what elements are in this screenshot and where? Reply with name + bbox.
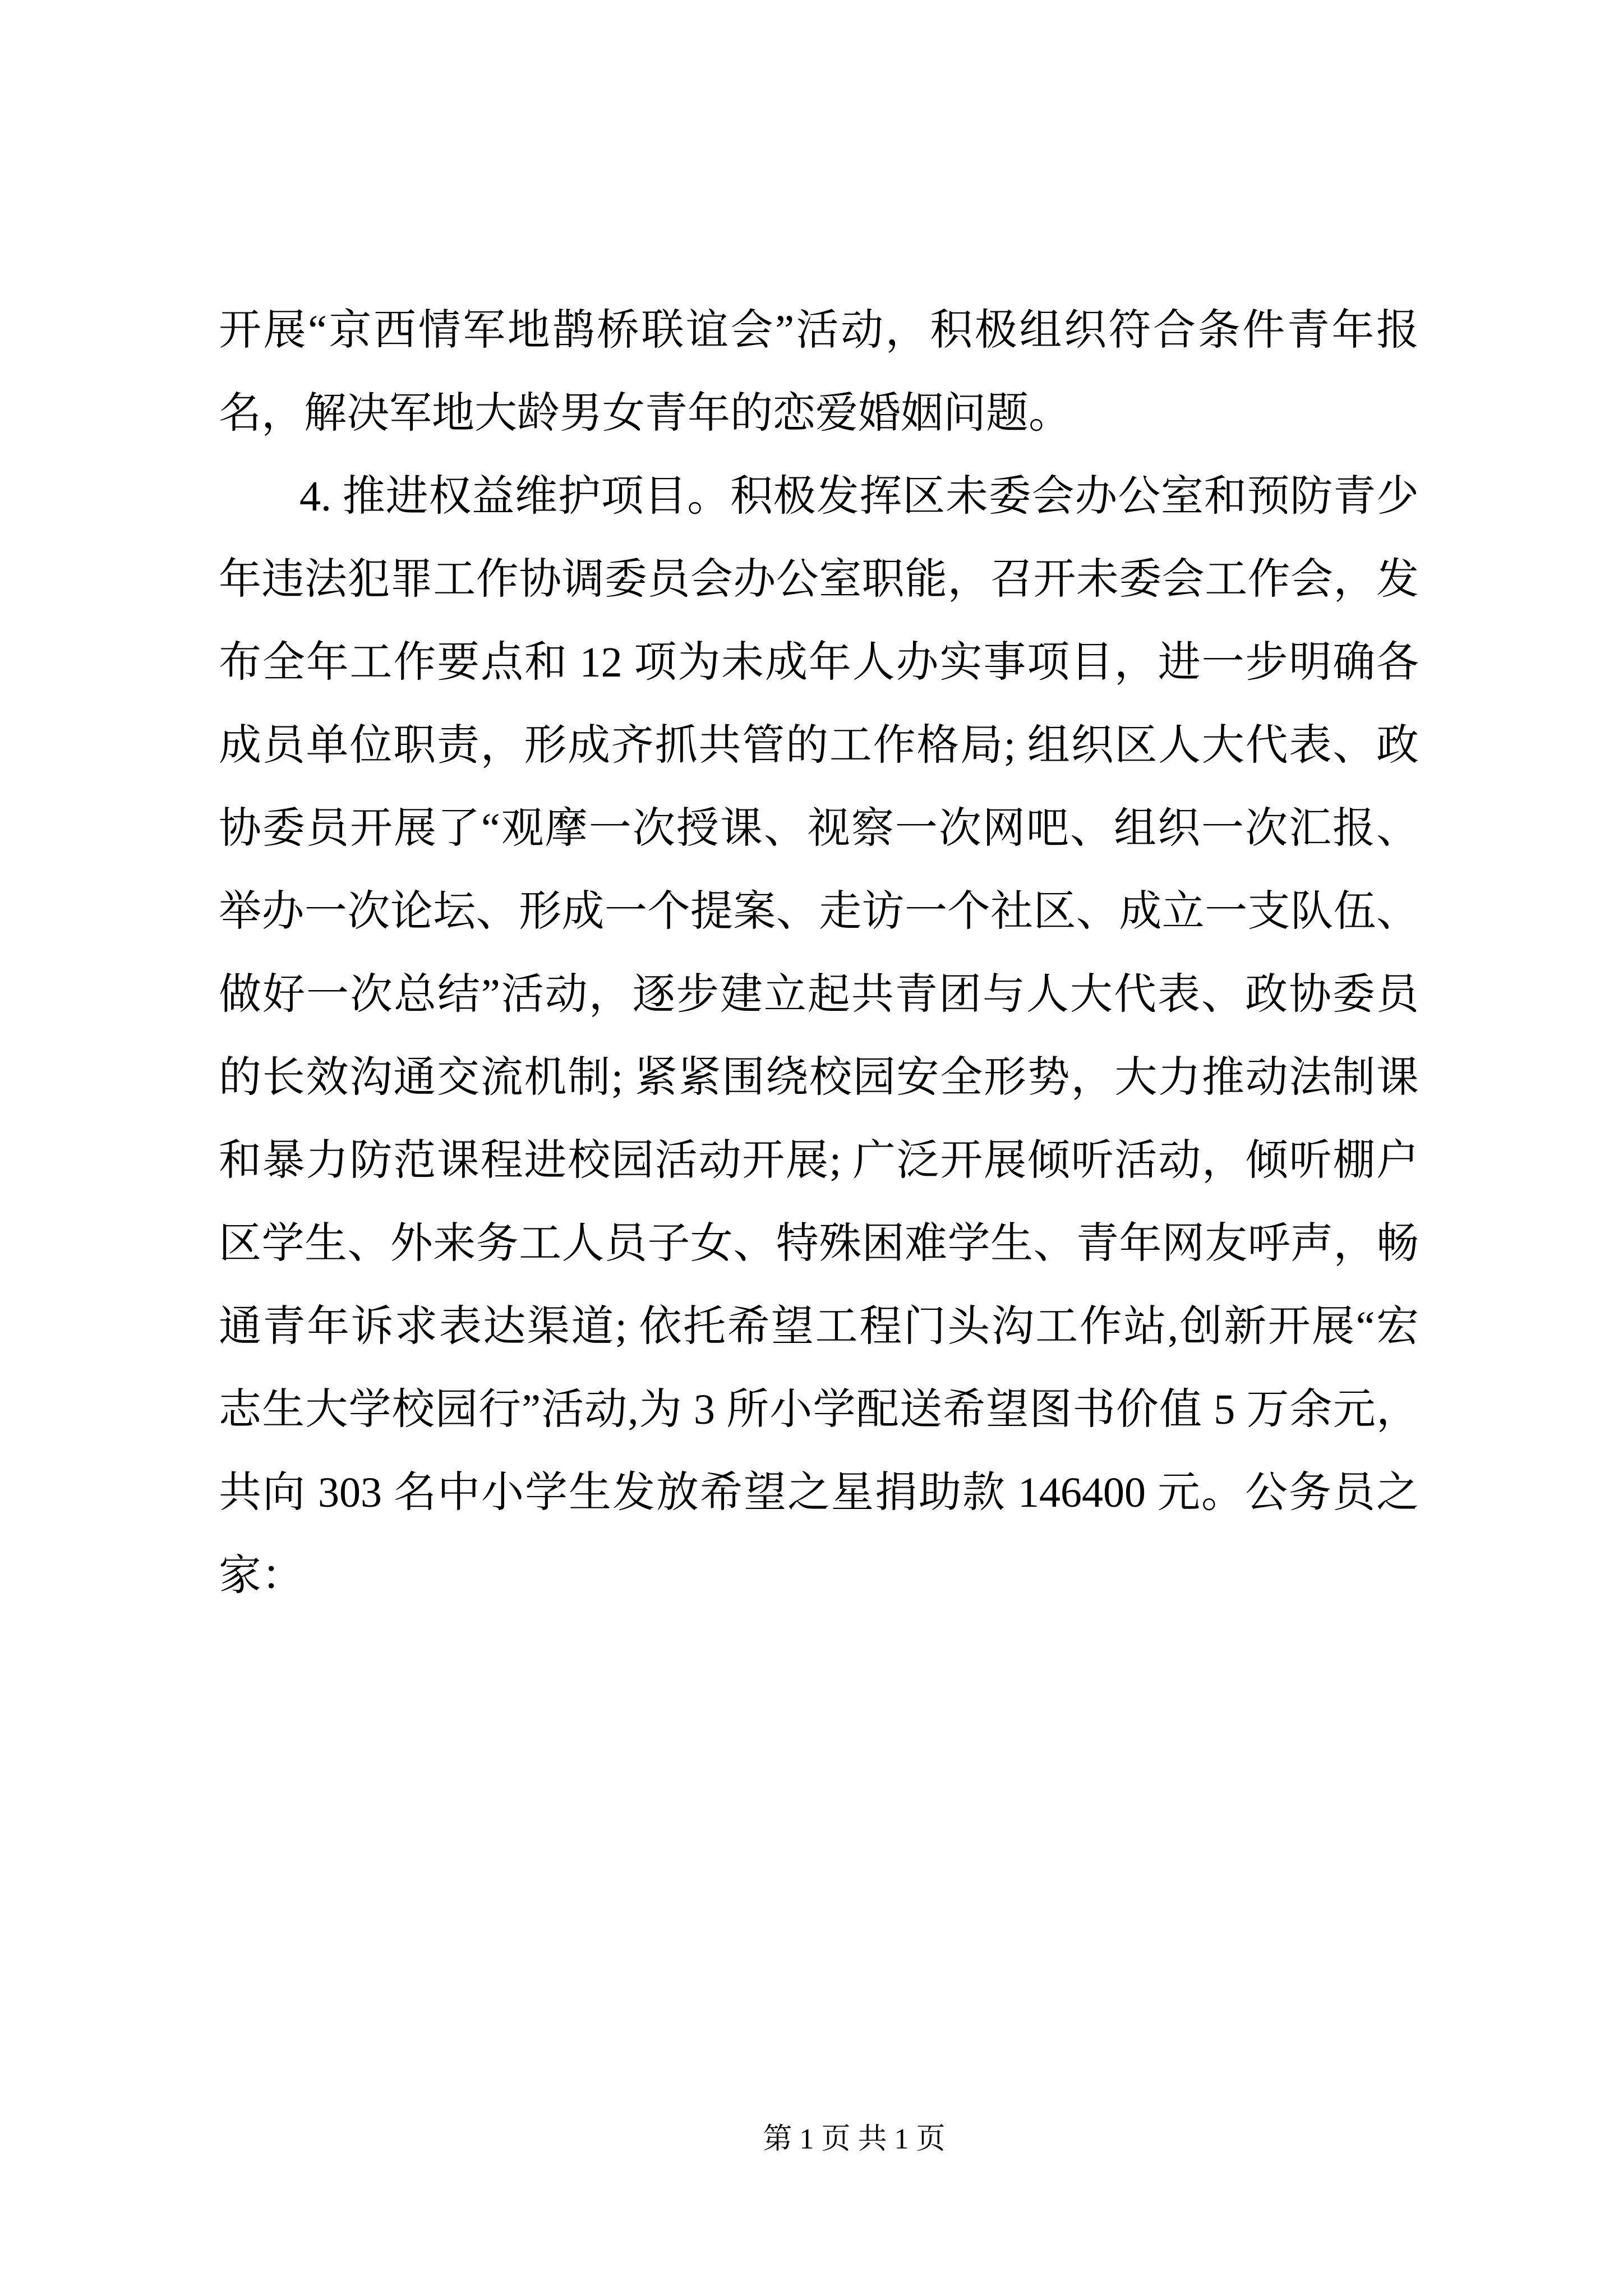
text-line-5: 布全年工作要点和 12 项为未成年人办实事项目，进一步明确各 — [219, 639, 1419, 686]
footer-page-indicator: 第 1 页 共 1 页 — [763, 2123, 946, 2155]
text-line-6: 成员单位职责，形成齐抓共管的工作格局; 组织区人大代表、政 — [219, 722, 1419, 769]
text-line-2: 名，解决军地大龄男女青年的恋爱婚姻问题。 — [219, 390, 1071, 437]
text-line-7: 协委员开展了“观摩一次授课、视察一次网吧、组织一次汇报、 — [219, 805, 1419, 852]
text-line-1: 开展“京西情军地鹊桥联谊会”活动，积极组织符合条件青年报 — [219, 307, 1419, 354]
text-line-12: 区学生、外来务工人员子女、特殊困难学生、青年网友呼声，畅 — [219, 1220, 1419, 1267]
text-line-4: 年违法犯罪工作协调委员会办公室职能，召开未委会工作会，发 — [219, 556, 1419, 603]
text-line-14: 志生大学校园行”活动,为 3 所小学配送希望图书价值 5 万余元， — [219, 1386, 1419, 1433]
text-line-8: 举办一次论坛、形成一个提案、走访一个社区、成立一支队伍、 — [219, 888, 1419, 935]
text-line-15: 共向 303 名中小学生发放希望之星捐助款 146400 元。公务员之 — [219, 1469, 1419, 1516]
document-body — [219, 289, 1419, 1617]
text-line-16: 家： — [219, 1552, 304, 1599]
text-line-9: 做好一次总结”活动，逐步建立起共青团与人大代表、政协委员 — [219, 971, 1419, 1018]
page-footer — [43, 2123, 1623, 2156]
text-line-3: 4. 推进权益维护项目。积极发挥区未委会办公室和预防青少 — [299, 473, 1419, 520]
text-line-11: 和暴力防范课程进校园活动开展; 广泛开展倾听活动，倾听棚户 — [219, 1137, 1419, 1184]
text-line-10: 的长效沟通交流机制; 紧紧围绕校园安全形势，大力推动法制课 — [219, 1054, 1419, 1101]
text-line-13: 通青年诉求表达渠道; 依托希望工程门头沟工作站,创新开展“宏 — [219, 1303, 1419, 1350]
